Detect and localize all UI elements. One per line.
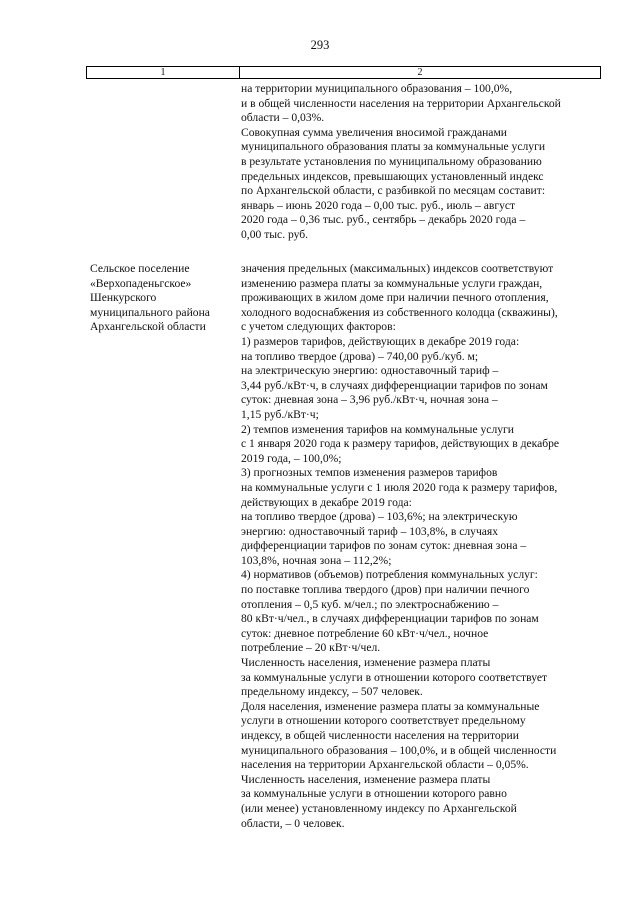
text-line: 4) нормативов (объемов) потребления коммунальных услуг: <box>241 568 538 582</box>
text-line: (или менее) установленному индексу по Архангельской <box>241 801 517 815</box>
text-line: с учетом следующих факторов: <box>241 320 396 334</box>
text-line: предельному индексу, – 507 человек. <box>241 685 423 699</box>
text-line: с 1 января 2020 года к размеру тарифов, действующих в декабре <box>241 437 560 451</box>
text-line: холодного водоснабжения из собственного колодца (скважины), <box>241 305 558 319</box>
text-line: энергию: одноставочный тариф – 103,8%, в случаях <box>241 524 499 538</box>
text-line: 103,8%, ночная зона – 112,2%; <box>241 553 392 567</box>
text-line: Сельское поселение <box>90 262 190 275</box>
text-line: индексу, в общей численности населения на территории <box>241 729 519 742</box>
text-line: Шенкурского <box>90 291 157 305</box>
text-line: по поставке топлива твердого (дров) при наличии печного <box>241 583 530 597</box>
text-line: проживающих в жилом доме при наличии печного отопления, <box>241 291 549 305</box>
text-line: на топливо твердое (дрова) – 103,6%; на электрическую <box>241 510 518 524</box>
text-line: 1,15 руб./кВт·ч; <box>241 407 319 421</box>
text-line: и в общей численности населения на территории Архангельской <box>241 96 561 110</box>
text-line: суток: дневная зона – 3,96 руб./кВт·ч, ночная зона – <box>241 393 498 407</box>
text-line: по Архангельской области, с разбивкой по месяцам составит: <box>241 184 546 198</box>
municipality-name <box>90 262 210 335</box>
text-line: Архангельской области <box>90 320 206 334</box>
text-line: Численность населения, изменение размера платы <box>241 772 491 786</box>
text-line: 2019 года, – 100,0%; <box>241 451 342 465</box>
text-line: потребление – 20 кВт·ч/чел. <box>241 641 381 655</box>
text-line: на электрическую энергию: одноставочный тариф – <box>241 364 499 378</box>
text-line: муниципального района <box>90 305 210 319</box>
text-line: январь – июнь 2020 года – 0,00 тыс. руб., июль – август <box>241 198 516 212</box>
text-line: 80 кВт·ч/чел., в случаях дифференциации тарифов по зонам <box>241 612 539 626</box>
text-line: суток: дневное потребление 60 кВт·ч/чел., ночное <box>241 626 489 640</box>
page-number: 293 <box>310 38 330 52</box>
text-line: отопления – 0,5 куб. м/чел.; по электроснабжению – <box>241 597 499 611</box>
text-line: 3) прогнозных темпов изменения размеров тарифов <box>241 466 498 480</box>
text-line: муниципального образования – 100,0%, и в общей численности <box>241 743 557 757</box>
text-line: значения предельных (максимальных) индексов соответствуют <box>241 262 554 275</box>
block2-text <box>241 262 559 831</box>
text-line: на территории муниципального образования – 100,0%, <box>241 82 513 95</box>
text-line: предельных индексов, превышающих установленный индекс <box>241 169 544 183</box>
table-header-col-2: 2 <box>417 67 423 78</box>
text-line: 2) темпов изменения тарифов на коммунальные услуги <box>241 422 514 436</box>
text-line: дифференциации тарифов по зонам суток: дневная зона – <box>241 539 527 553</box>
text-line: в результате установления по муниципальному образованию <box>241 154 542 168</box>
table-header-col-1: 1 <box>87 67 240 78</box>
table-header <box>86 66 601 79</box>
text-line: Доля населения, изменение размера платы за коммунальные <box>241 699 540 713</box>
text-line: Совокупная сумма увеличения вносимой гражданами <box>241 125 507 139</box>
text-line: за коммунальные услуги в отношении которого равно <box>241 787 507 801</box>
text-line: действующих в декабре 2019 года: <box>241 495 412 509</box>
text-line: изменению размера платы за коммунальные услуги граждан, <box>241 276 543 290</box>
text-line: услуги в отношении которого соответствует предельному <box>241 714 526 728</box>
text-line: области – 0,03%. <box>241 111 325 125</box>
text-line: населения на территории Архангельской области – 0,05%. <box>241 758 529 772</box>
text-line: 0,00 тыс. руб. <box>241 227 309 241</box>
text-line: на коммунальные услуги с 1 июля 2020 года к размеру тарифов, <box>241 480 558 494</box>
text-line: «Верхопаденьгское» <box>90 276 192 290</box>
text-line: 3,44 руб./кВт·ч, в случаях дифференциации тарифов по зонам <box>241 378 548 392</box>
text-line: муниципального образования платы за коммунальные услуги <box>241 140 546 154</box>
text-line: 1) размеров тарифов, действующих в декабре 2019 года: <box>241 334 520 348</box>
text-line: на топливо твердое (дрова) – 740,00 руб./куб. м; <box>241 349 479 363</box>
text-line: за коммунальные услуги в отношении которого соответствует <box>241 670 548 684</box>
text-line: Численность населения, изменение размера платы <box>241 656 491 670</box>
text-line: 2020 года – 0,36 тыс. руб., сентябрь – декабрь 2020 года – <box>241 213 526 227</box>
text-line: области, – 0 человек. <box>241 816 345 830</box>
block1-text <box>241 82 561 243</box>
